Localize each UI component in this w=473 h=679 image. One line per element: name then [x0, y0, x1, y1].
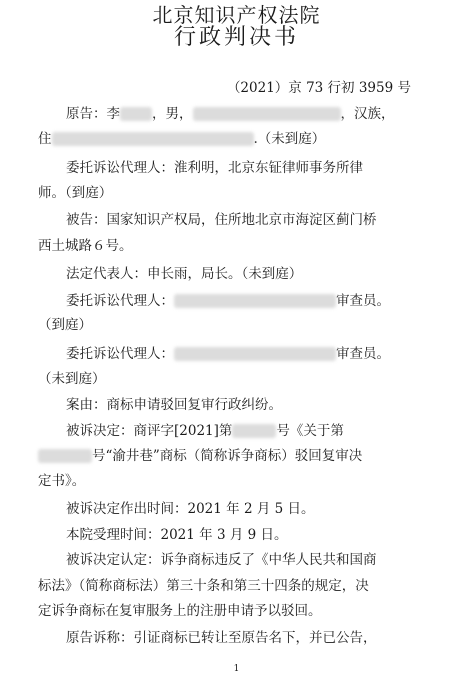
redacted-birth: [193, 107, 341, 121]
redacted-agent2: [174, 294, 336, 308]
agent1-line1: 委托诉讼代理人：淮利明，北京东钲律师事务所律: [66, 160, 363, 176]
redacted-name: [120, 107, 152, 121]
decision-time-line: 被诉决定作出时间：2021 年 2 月 5 日。: [66, 501, 315, 517]
decision-line1: 被诉决定：商评字[2021]第 号《关于第: [66, 423, 344, 439]
decision-line3: 定书》。: [38, 473, 86, 489]
redacted-decision-no: [232, 424, 276, 438]
claim-line: 原告诉称：引证商标已转让至原告名下，并已公告，: [66, 630, 377, 646]
court-name: 北京知识产权法院: [152, 3, 321, 27]
document-type: 行政判决书: [173, 25, 299, 50]
finding-line1: 被诉决定认定：诉争商标违反了《中华人民共和国商: [66, 552, 377, 568]
agent2-line2: （到庭）: [38, 317, 92, 333]
agent3-line1: 委托诉讼代理人： 审查员。: [66, 346, 390, 362]
case-number: （2021）京 73 行初 3959 号: [226, 80, 411, 96]
defendant-line1: 被告：国家知识产权局，住所地北京市海淀区蓟门桥: [66, 212, 377, 228]
redacted-agent3: [174, 347, 336, 361]
defendant-line2: 西土城路６号。: [38, 238, 133, 254]
agent1-line2: 师。（到庭）: [38, 185, 113, 201]
finding-line2: 标法》（简称商标法）第三十条和第三十四条的规定，决: [38, 578, 369, 594]
redacted-address: [52, 132, 254, 146]
agent2-line1: 委托诉讼代理人： 审查员。: [66, 293, 390, 309]
plaintiff-line: 原告：李 ，男， ，汉族，: [66, 106, 395, 122]
finding-line3: 定诉争商标在复审服务上的注册申请予以驳回。: [38, 603, 322, 619]
cause-line: 案由：商标申请驳回复审行政纠纷。: [66, 397, 282, 413]
decision-line2: 号“渝井巷”商标（简称诉争商标）驳回复审决: [38, 448, 362, 464]
page-number: 1: [233, 664, 240, 674]
accept-time-line: 本院受理时间：2021 年 3 月 9 日。: [66, 527, 288, 543]
legal-rep-line: 法定代表人：申长雨，局长。（未到庭）: [66, 266, 303, 282]
agent3-line2: （未到庭）: [38, 371, 106, 387]
redacted-trademark-no: [38, 449, 92, 463]
plaintiff-address-line: 住 .（未到庭）: [38, 131, 326, 147]
